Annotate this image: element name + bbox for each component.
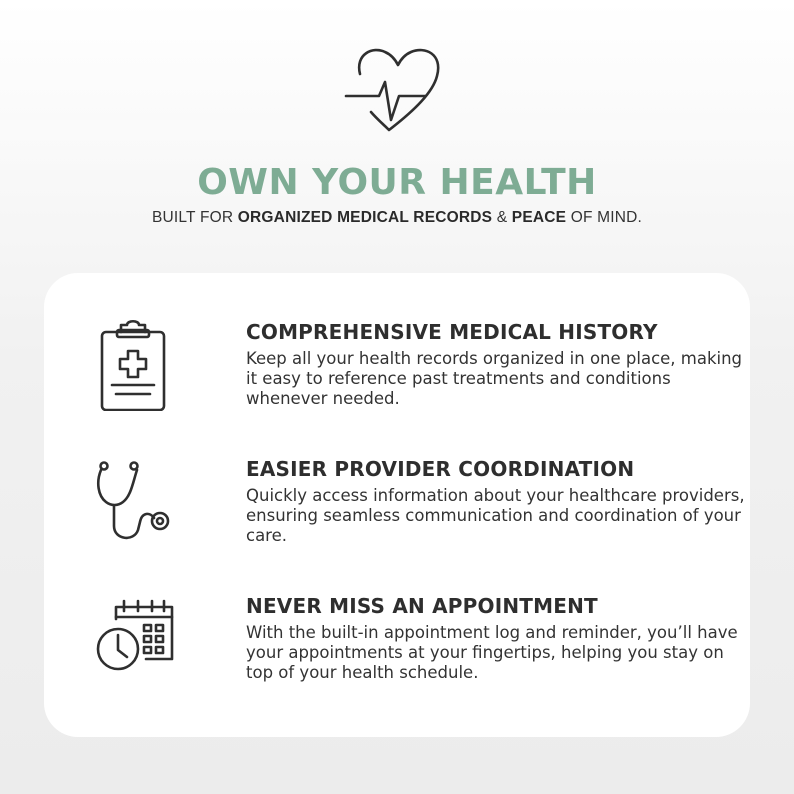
feature-title: COMPREHENSIVE MEDICAL HISTORY	[246, 320, 658, 344]
calendar-clock-icon	[94, 593, 174, 685]
feature-title: NEVER MISS AN APPOINTMENT	[246, 594, 598, 618]
heart-pulse-icon	[343, 44, 453, 136]
medical-clipboard-icon	[94, 319, 174, 411]
page-subtitle: BUILT FOR ORGANIZED MEDICAL RECORDS & PEACE OF MIND.	[151, 209, 643, 226]
feature-description: Quickly access information about your healthcare providers, ensuring seamless communication and coordination of your care.	[246, 486, 745, 545]
feature-description: With the built-in appointment log and reminder, you’ll have your appointments at your fingertips, helping you stay on top of your health schedule.	[246, 623, 738, 682]
page-title: OWN YOUR HEALTH	[197, 162, 597, 203]
features-card	[44, 273, 750, 737]
feature-description: Keep all your health records organized in one place, making it easy to reference past treatments and conditions whenever needed.	[246, 349, 743, 408]
feature-title: EASIER PROVIDER COORDINATION	[246, 457, 635, 481]
stethoscope-icon	[94, 456, 174, 548]
